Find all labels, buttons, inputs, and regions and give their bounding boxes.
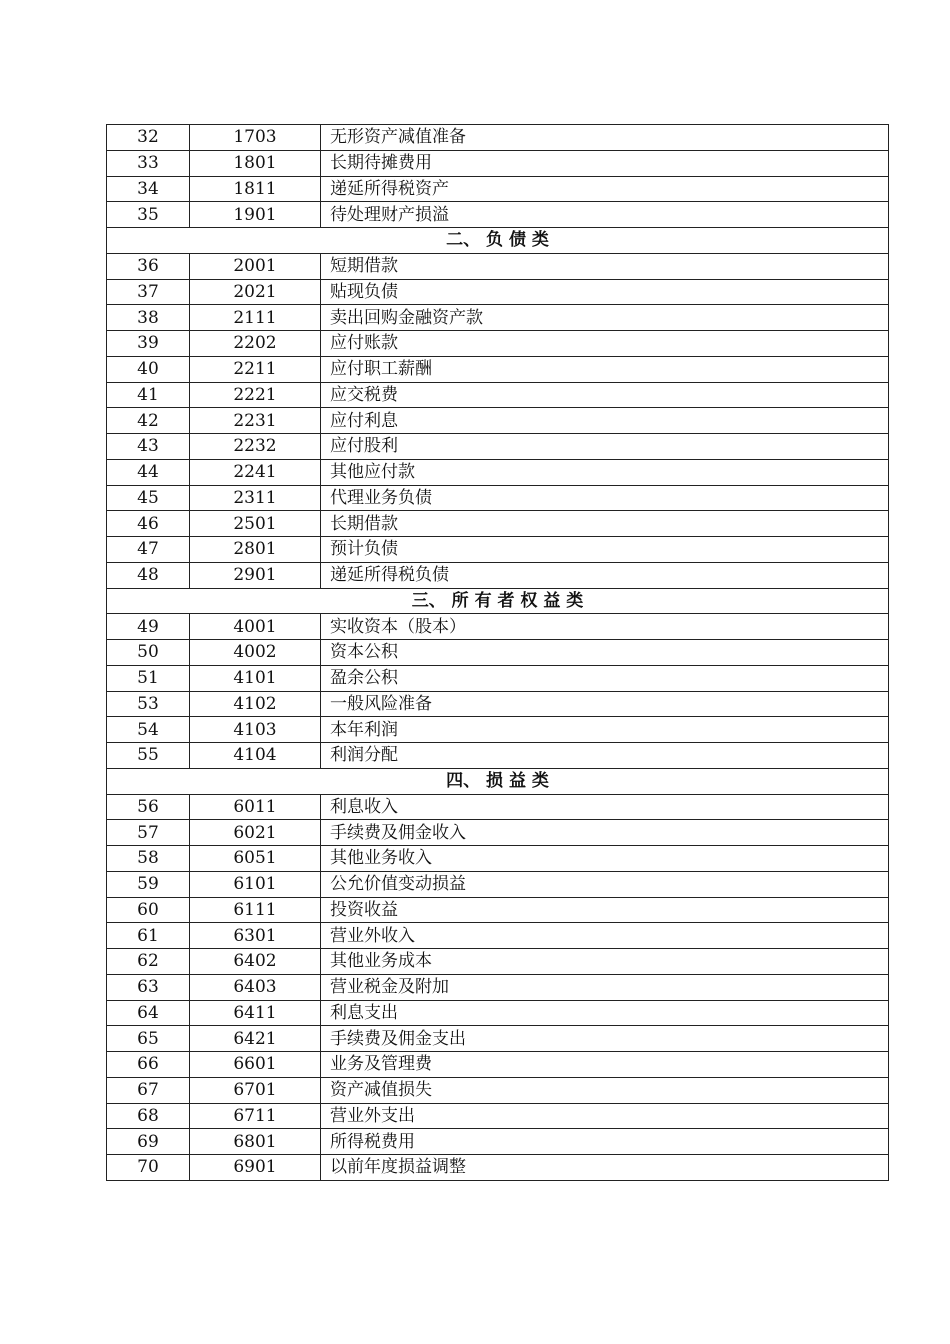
table-row — [107, 511, 889, 537]
table-row — [107, 305, 889, 331]
row-number: 56 — [107, 794, 190, 820]
table-row — [107, 253, 889, 279]
account-name: 实收资本（股本） — [321, 614, 889, 640]
account-name: 应付账款 — [321, 331, 889, 357]
account-code: 6111 — [190, 897, 321, 923]
table-row — [107, 459, 889, 485]
row-number: 39 — [107, 331, 190, 357]
row-number: 38 — [107, 305, 190, 331]
row-number: 43 — [107, 434, 190, 460]
table-row — [107, 665, 889, 691]
account-code: 6701 — [190, 1077, 321, 1103]
table-row — [107, 717, 889, 743]
table-row — [107, 846, 889, 872]
table-row — [107, 1026, 889, 1052]
account-code: 6901 — [190, 1155, 321, 1181]
account-name: 预计负债 — [321, 537, 889, 563]
account-code: 4101 — [190, 665, 321, 691]
row-number: 59 — [107, 871, 190, 897]
table-row — [107, 1103, 889, 1129]
row-number: 64 — [107, 1000, 190, 1026]
table-row — [107, 923, 889, 949]
account-name: 营业外支出 — [321, 1103, 889, 1129]
row-number: 33 — [107, 150, 190, 176]
account-code: 2231 — [190, 408, 321, 434]
row-number: 45 — [107, 485, 190, 511]
account-code: 2241 — [190, 459, 321, 485]
account-code: 4102 — [190, 691, 321, 717]
table-row — [107, 562, 889, 588]
account-code: 1801 — [190, 150, 321, 176]
row-number: 46 — [107, 511, 190, 537]
account-name: 应交税费 — [321, 382, 889, 408]
account-name: 业务及管理费 — [321, 1052, 889, 1078]
account-name: 长期待摊费用 — [321, 150, 889, 176]
account-name: 待处理财产损溢 — [321, 202, 889, 228]
accounts-table-body — [107, 125, 889, 1181]
account-code: 2211 — [190, 356, 321, 382]
table-row — [107, 949, 889, 975]
table-row — [107, 743, 889, 769]
account-name: 应付股利 — [321, 434, 889, 460]
account-name: 利息收入 — [321, 794, 889, 820]
accounts-table — [106, 124, 889, 1181]
account-name: 其他业务成本 — [321, 949, 889, 975]
table-row — [107, 150, 889, 176]
account-code: 1811 — [190, 176, 321, 202]
account-code: 2311 — [190, 485, 321, 511]
table-row — [107, 176, 889, 202]
table-row — [107, 974, 889, 1000]
row-number: 54 — [107, 717, 190, 743]
account-code: 4104 — [190, 743, 321, 769]
row-number: 67 — [107, 1077, 190, 1103]
account-name: 本年利润 — [321, 717, 889, 743]
account-code: 2801 — [190, 537, 321, 563]
table-row — [107, 1077, 889, 1103]
row-number: 53 — [107, 691, 190, 717]
account-code: 2111 — [190, 305, 321, 331]
table-row — [107, 691, 889, 717]
account-code: 6011 — [190, 794, 321, 820]
account-code: 4001 — [190, 614, 321, 640]
account-name: 贴现负债 — [321, 279, 889, 305]
table-row — [107, 614, 889, 640]
account-name: 其他应付款 — [321, 459, 889, 485]
table-row — [107, 408, 889, 434]
account-name: 代理业务负债 — [321, 485, 889, 511]
account-name: 长期借款 — [321, 511, 889, 537]
account-code: 6411 — [190, 1000, 321, 1026]
table-row — [107, 125, 889, 151]
account-code: 6402 — [190, 949, 321, 975]
table-row — [107, 1129, 889, 1155]
account-name: 资本公积 — [321, 640, 889, 666]
account-name: 应付利息 — [321, 408, 889, 434]
account-name: 利息支出 — [321, 1000, 889, 1026]
account-code: 2021 — [190, 279, 321, 305]
table-row — [107, 897, 889, 923]
account-name: 利润分配 — [321, 743, 889, 769]
row-number: 50 — [107, 640, 190, 666]
row-number: 32 — [107, 125, 190, 151]
row-number: 68 — [107, 1103, 190, 1129]
section-header-row — [107, 228, 889, 254]
table-row — [107, 871, 889, 897]
account-name: 递延所得税资产 — [321, 176, 889, 202]
account-name: 以前年度损益调整 — [321, 1155, 889, 1181]
row-number: 49 — [107, 614, 190, 640]
account-code: 6101 — [190, 871, 321, 897]
account-code: 6711 — [190, 1103, 321, 1129]
account-code: 2221 — [190, 382, 321, 408]
account-code: 6601 — [190, 1052, 321, 1078]
account-name: 应付职工薪酬 — [321, 356, 889, 382]
account-code: 6421 — [190, 1026, 321, 1052]
row-number: 47 — [107, 537, 190, 563]
table-row — [107, 537, 889, 563]
table-row — [107, 202, 889, 228]
account-code: 6051 — [190, 846, 321, 872]
account-code: 2202 — [190, 331, 321, 357]
account-name: 投资收益 — [321, 897, 889, 923]
table-row — [107, 640, 889, 666]
row-number: 70 — [107, 1155, 190, 1181]
table-row — [107, 382, 889, 408]
account-code: 1703 — [190, 125, 321, 151]
row-number: 63 — [107, 974, 190, 1000]
account-name: 卖出回购金融资产款 — [321, 305, 889, 331]
account-code: 6301 — [190, 923, 321, 949]
row-number: 40 — [107, 356, 190, 382]
row-number: 66 — [107, 1052, 190, 1078]
section-title: 三、 所 有 者 权 益 类 — [107, 588, 889, 614]
row-number: 60 — [107, 897, 190, 923]
account-name: 短期借款 — [321, 253, 889, 279]
table-row — [107, 434, 889, 460]
row-number: 55 — [107, 743, 190, 769]
section-header-row — [107, 768, 889, 794]
account-name: 盈余公积 — [321, 665, 889, 691]
account-name: 所得税费用 — [321, 1129, 889, 1155]
row-number: 48 — [107, 562, 190, 588]
table-row — [107, 279, 889, 305]
row-number: 42 — [107, 408, 190, 434]
row-number: 51 — [107, 665, 190, 691]
account-name: 资产减值损失 — [321, 1077, 889, 1103]
table-row — [107, 1052, 889, 1078]
account-code: 1901 — [190, 202, 321, 228]
row-number: 37 — [107, 279, 190, 305]
table-row — [107, 794, 889, 820]
section-header-row — [107, 588, 889, 614]
account-name: 一般风险准备 — [321, 691, 889, 717]
account-name: 无形资产减值准备 — [321, 125, 889, 151]
account-name: 手续费及佣金支出 — [321, 1026, 889, 1052]
row-number: 62 — [107, 949, 190, 975]
row-number: 35 — [107, 202, 190, 228]
row-number: 57 — [107, 820, 190, 846]
account-code: 4002 — [190, 640, 321, 666]
account-name: 其他业务收入 — [321, 846, 889, 872]
row-number: 34 — [107, 176, 190, 202]
table-row — [107, 485, 889, 511]
account-name: 营业外收入 — [321, 923, 889, 949]
section-title: 四、 损 益 类 — [107, 768, 889, 794]
account-name: 营业税金及附加 — [321, 974, 889, 1000]
row-number: 61 — [107, 923, 190, 949]
account-code: 6403 — [190, 974, 321, 1000]
row-number: 44 — [107, 459, 190, 485]
table-row — [107, 356, 889, 382]
account-name: 递延所得税负债 — [321, 562, 889, 588]
row-number: 36 — [107, 253, 190, 279]
row-number: 41 — [107, 382, 190, 408]
table-row — [107, 331, 889, 357]
table-row — [107, 1000, 889, 1026]
table-row — [107, 1155, 889, 1181]
row-number: 69 — [107, 1129, 190, 1155]
account-code: 2232 — [190, 434, 321, 460]
row-number: 58 — [107, 846, 190, 872]
account-name: 手续费及佣金收入 — [321, 820, 889, 846]
account-code: 2001 — [190, 253, 321, 279]
account-code: 6021 — [190, 820, 321, 846]
account-code: 6801 — [190, 1129, 321, 1155]
row-number: 65 — [107, 1026, 190, 1052]
account-name: 公允价值变动损益 — [321, 871, 889, 897]
account-code: 2901 — [190, 562, 321, 588]
section-title: 二、 负 债 类 — [107, 228, 889, 254]
account-code: 4103 — [190, 717, 321, 743]
account-code: 2501 — [190, 511, 321, 537]
table-row — [107, 820, 889, 846]
